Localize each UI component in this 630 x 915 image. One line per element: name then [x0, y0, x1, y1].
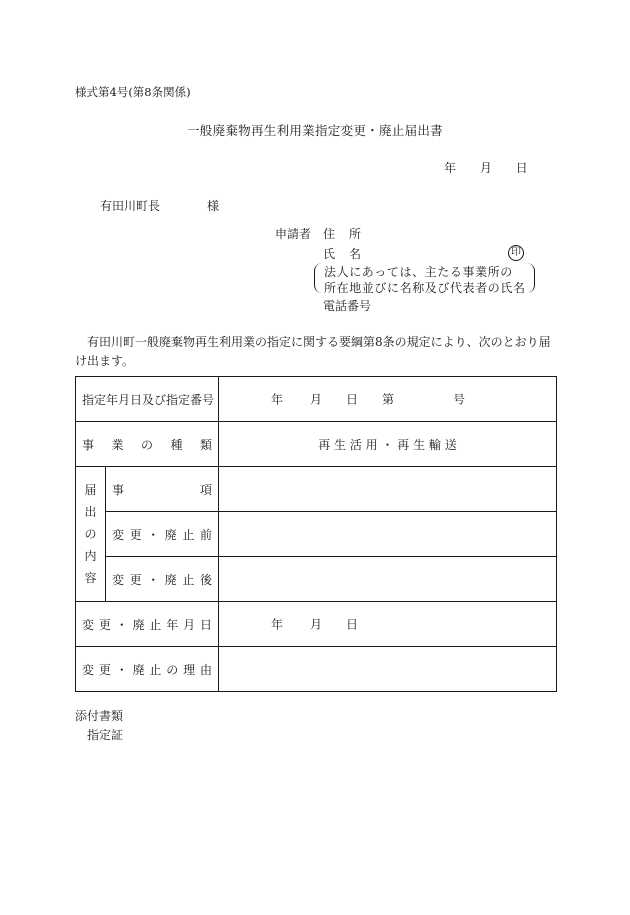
seal-mark: 印 — [508, 245, 524, 261]
form-number: 様式第4号(第8条関係) — [75, 85, 191, 99]
corporate-note-line2: 所在地並びに名称及び代表者の氏名 — [324, 281, 526, 295]
group-char: 出 — [84, 505, 97, 519]
number-prefix: 第 — [382, 392, 395, 407]
table-row — [76, 512, 557, 557]
year-mark: 年 — [271, 392, 284, 407]
bracket-left — [314, 263, 323, 293]
number-suffix: 号 — [453, 392, 466, 407]
reason-value — [219, 647, 557, 692]
month-mark: 月 — [310, 392, 323, 407]
year-mark: 年 — [271, 617, 284, 632]
table-row — [76, 647, 557, 692]
designation-label: 指定年月日及び指定番号 — [76, 377, 219, 422]
attachment-item: 指定証 — [87, 728, 124, 742]
designation-value — [219, 377, 557, 422]
group-char: 届 — [84, 483, 97, 497]
body-text: 有田川町一般廃棄物再生利用業の指定に関する要綱第8条の規定により、次のとおり届け出ます。 — [75, 335, 551, 368]
group-char: の — [84, 527, 97, 541]
business-type-label: 事業の種類 — [76, 422, 219, 467]
table-row — [76, 557, 557, 602]
before-change-value — [219, 512, 557, 557]
submission-date: 年 月 日 — [444, 161, 528, 175]
day-mark: 日 — [346, 617, 359, 632]
applicant-label: 申請者 — [275, 227, 312, 241]
table-row — [76, 377, 557, 422]
table-row — [76, 422, 557, 467]
before-change-label: 変更・廃止前 — [106, 512, 219, 557]
reason-label: 変更・廃止の理由 — [76, 647, 219, 692]
group-char: 容 — [84, 571, 97, 585]
attachments-title: 添付書類 — [75, 709, 124, 723]
notification-content-label — [76, 467, 106, 602]
table-row — [76, 467, 557, 512]
group-char: 内 — [84, 549, 97, 563]
table-row — [76, 602, 557, 647]
notification-table — [75, 376, 557, 692]
document-title: 一般廃棄物再生利用業指定変更・廃止届出書 — [186, 123, 443, 138]
change-date-label: 変更・廃止年月日 — [76, 602, 219, 647]
day-mark: 日 — [346, 392, 359, 407]
honorific: 様 — [207, 199, 220, 213]
after-change-value — [219, 557, 557, 602]
month-mark: 月 — [310, 617, 323, 632]
corporate-note-line1: 法人にあっては、主たる事業所の — [324, 265, 513, 279]
item-value — [219, 467, 557, 512]
after-change-label: 変更・廃止後 — [106, 557, 219, 602]
address-label: 住所 — [323, 227, 376, 241]
change-date-value — [219, 602, 557, 647]
item-label: 事項 — [106, 467, 219, 512]
addressee: 有田川町長 — [100, 199, 161, 213]
business-type-value: 再 生 活 用 ・ 再 生 輸 送 — [219, 422, 557, 467]
bracket-right — [526, 263, 535, 293]
phone-label: 電話番号 — [323, 299, 372, 313]
name-label: 氏名 — [323, 247, 376, 261]
